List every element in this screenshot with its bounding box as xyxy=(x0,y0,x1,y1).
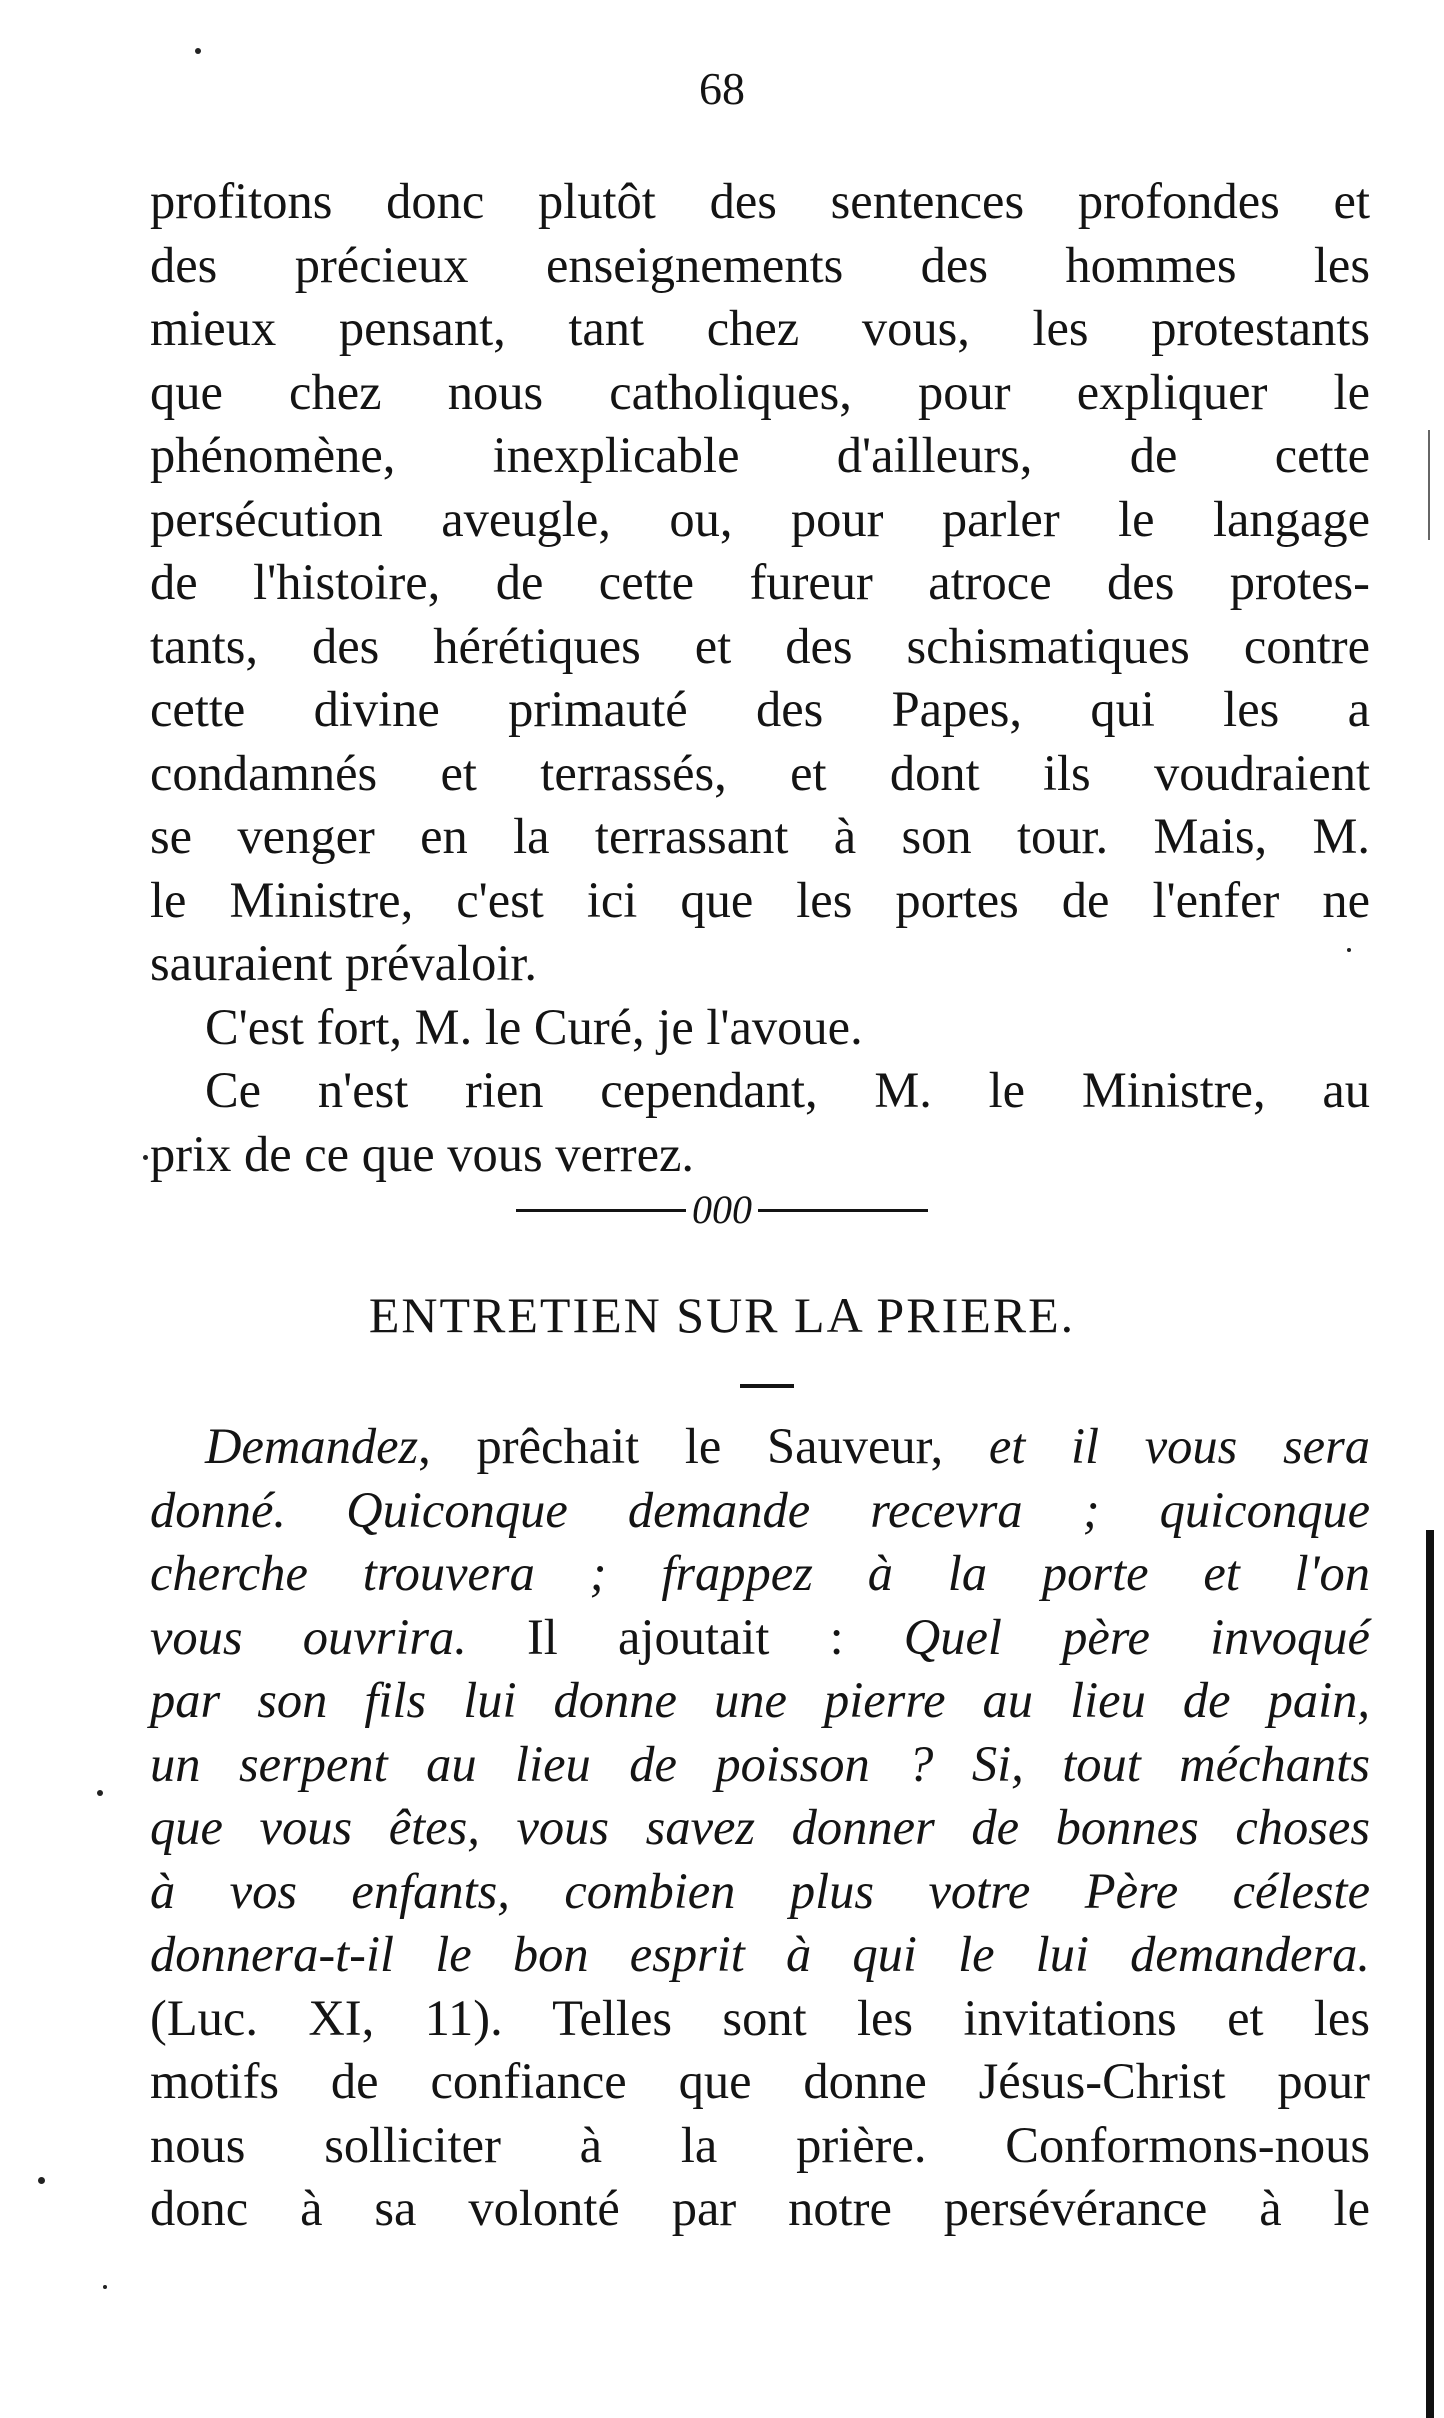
text-line: de l'histoire, de cette fureur atroce des protes- xyxy=(150,554,1370,610)
paragraph-persecution xyxy=(150,170,1370,1186)
text-line: se venger en la terrassant à son tour. Mais, M. xyxy=(150,808,1370,864)
text-line xyxy=(150,1606,1370,1670)
scan-speck xyxy=(1347,948,1351,952)
section-divider xyxy=(0,1187,1444,1232)
text-line: tants, des hérétiques et des schismatiques contre xyxy=(150,617,1370,674)
text-line xyxy=(150,1415,1370,1479)
text-line: à vos enfants, combien plus votre Père céleste xyxy=(150,1862,1370,1919)
divider-ornament: 000 xyxy=(692,1187,752,1232)
dialogue-line: Ce n'est rien cependant, M. le Ministre, au xyxy=(205,1062,1370,1118)
scan-speck xyxy=(143,1155,148,1160)
italic-text: vous ouvrira. xyxy=(150,1608,467,1665)
scan-speck xyxy=(195,48,201,54)
text-line: donnera-t-il le bon esprit à qui le lui demandera. xyxy=(150,1926,1370,1982)
roman-text: , prêchait le Sauveur, xyxy=(418,1418,989,1474)
italic-text: Quel père invoqué xyxy=(903,1608,1370,1665)
text-line: profitons donc plutôt des sentences profondes et xyxy=(150,173,1370,229)
text-line: donc à sa volonté par notre persévérance à le xyxy=(150,2180,1370,2236)
text-line: cherche trouvera ; frappez à la porte et l'on xyxy=(150,1545,1370,1601)
text-line: (Luc. XI, 11). Telles sont les invitations et les xyxy=(150,1989,1370,2046)
text-line: persécution aveugle, ou, pour parler le langage xyxy=(150,490,1370,547)
text-line: par son fils lui donne une pierre au lieu de pain, xyxy=(150,1672,1370,1728)
text-line: condamnés et terrassés, et dont ils voudraient xyxy=(150,744,1370,801)
scan-edge-line xyxy=(1426,1530,1434,2418)
text-line: donné. Quiconque demande recevra ; quiconque xyxy=(150,1481,1370,1538)
divider-rule-left xyxy=(516,1209,686,1212)
text-line: le Ministre, c'est ici que les portes de l'enfer ne xyxy=(150,871,1370,928)
scan-edge-line-upper xyxy=(1428,430,1430,540)
text-line: que chez nous catholiques, pour expliquer le xyxy=(150,363,1370,420)
dialogue-line: C'est fort, M. le Curé, je l'avoue. xyxy=(205,998,863,1055)
dialogue-line: prix de ce que vous verrez. xyxy=(150,1125,695,1182)
text-line: phénomène, inexplicable d'ailleurs, de cette xyxy=(150,427,1370,483)
text-line: nous solliciter à la prière. Conformons-nous xyxy=(150,2116,1370,2173)
roman-text: Il ajoutait : xyxy=(466,1608,904,1665)
heading-underline xyxy=(740,1384,794,1388)
paragraph-prayer xyxy=(150,1415,1370,2241)
text-line: cette divine primauté des Papes, qui les a xyxy=(150,681,1370,737)
section-heading: ENTRETIEN SUR LA PRIERE. xyxy=(368,1287,1076,1343)
text-line: un serpent au lieu de poisson ? Si, tout méchants xyxy=(150,1735,1370,1792)
text-line: que vous êtes, vous savez donner de bonnes choses xyxy=(150,1799,1370,1855)
scan-speck xyxy=(38,2177,45,2184)
scan-speck xyxy=(103,2285,107,2289)
scan-speck xyxy=(97,1790,103,1796)
divider-rule-right xyxy=(758,1209,928,1212)
italic-text: Demandez xyxy=(205,1418,419,1474)
italic-text: et il vous sera xyxy=(988,1418,1370,1474)
page-number: 68 xyxy=(699,63,745,114)
text-line: mieux pensant, tant chez vous, les protestants xyxy=(150,300,1370,356)
text-line: des précieux enseignements des hommes les xyxy=(150,236,1370,293)
text-line: motifs de confiance que donne Jésus-Christ pour xyxy=(150,2053,1370,2109)
text-line: sauraient prévaloir. xyxy=(150,935,538,991)
